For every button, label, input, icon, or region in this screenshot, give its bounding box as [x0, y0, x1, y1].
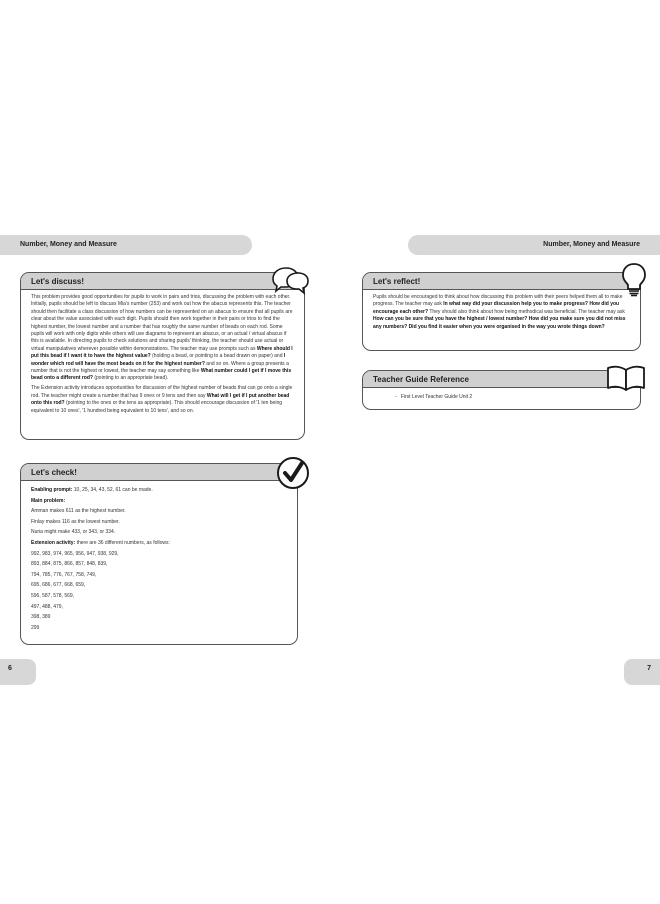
lightbulb-icon	[620, 262, 648, 298]
discuss-paragraph-1	[31, 294, 294, 383]
number-row: 695, 686, 677, 668, 659,	[31, 582, 86, 589]
number-row: 497, 488, 479,	[31, 603, 63, 610]
teacher-guide-reference-body	[363, 388, 640, 410]
discuss-text: This problem provides good opportunities for pupils to work in pairs and trios, discussing the problem with each other. Initially, pupils should be left to discuss Mia's number (253) and work out how the abacus represents this. The teacher should then facilitate a class discussion of how numbers can be represented on an abacus to ensure that all pupils are clear about the value associated with each digit. Pupils should then work together in their pairs or trios to find the highest number, the lowest number and a number that has roughly the same number of beads on each rod. Some pupils will work with only digits while others will use diagrams to represent an abacus, or an actual / virtual abacus if this is available. In directing pupils to check solutions and sharing pupils' thinking, the teacher should use actual or virtual manipulatives wherever possible within demonstrations. The teacher may use prompts such as	[31, 294, 293, 352]
reference-item-text: First Level Teacher Guide Unit 2	[400, 394, 473, 400]
number-row: 992, 983, 974, 965, 956, 947, 938, 929,	[31, 550, 119, 557]
discuss-prompt: Where should I put this bead if I want it to have the highest value?	[31, 345, 293, 360]
left-page-number-text: 6	[8, 665, 12, 672]
reflect-paragraph	[373, 294, 630, 331]
extension-label: Extension activity:	[31, 539, 76, 546]
lets-check-body	[21, 481, 297, 641]
reflect-text: Pupils should be encouraged to think about how discussing this problem with their peers helped them all to make progress. The teacher may ask	[373, 294, 623, 308]
left-header-title: Number, Money and Measure	[20, 241, 117, 248]
left-page-header	[0, 235, 252, 255]
checkmark-icon	[276, 456, 310, 490]
discuss-text: (pointing to an appropriate bead).	[92, 375, 169, 382]
answer-line: Nuria might make 433, or 343, or 334.	[31, 529, 116, 536]
main-problem-label	[31, 498, 287, 505]
left-page-number	[0, 659, 36, 685]
open-book-icon	[606, 364, 646, 392]
right-header-title: Number, Money and Measure	[543, 241, 640, 248]
lets-check-title: Let's check!	[21, 464, 297, 481]
discuss-text: (holding a bead, or pointing to a bead drawn on paper) and	[150, 353, 284, 360]
main-label-text: Main problem:	[31, 497, 66, 504]
lets-reflect-title: Let's reflect!	[363, 273, 640, 290]
discuss-paragraph-2	[31, 385, 294, 415]
lets-check-panel	[20, 463, 298, 645]
number-row: 398, 389	[31, 614, 51, 621]
reference-item	[373, 394, 630, 401]
number-row: 794, 785, 776, 767, 758, 749,	[31, 571, 97, 578]
answer-line: Finlay makes 116 as the lowest number.	[31, 518, 120, 525]
number-row: 893, 884, 875, 866, 857, 848, 839,	[31, 561, 108, 568]
discuss-text: (pointing to the ones or the tens as appropriate). This should encourage discussion of '1 ten being equivalent to 10 ones', '1 hundred being equivalent to 10 tens', and so on.	[31, 400, 282, 414]
lets-discuss-panel	[20, 272, 305, 440]
reflect-prompt: How can you be sure that you have the highest / lowest number? How did you make sure you did not miss any numbers? Did you find it easier when you were organised in the way you wrote things down?	[373, 316, 626, 330]
right-page-number	[624, 659, 660, 685]
enabling-text: 10, 25, 34, 43, 52, 61 can be made.	[72, 487, 153, 493]
discuss-text: and so on. Where a group presents a number that is not the highest or lowest, the teacher may say something like	[31, 360, 289, 375]
lets-discuss-body	[21, 290, 304, 424]
speech-bubbles-icon	[270, 266, 310, 296]
discuss-prompt: What will I get if I put another bead onto this rod?	[31, 392, 290, 407]
teacher-guide-reference-panel	[362, 370, 641, 410]
number-row: 596, 587, 578, 569,	[31, 592, 75, 599]
lets-reflect-body	[363, 290, 640, 340]
bullet-dash: -	[395, 394, 397, 400]
number-row: 299	[31, 624, 40, 631]
enabling-prompt	[31, 487, 287, 494]
reflect-prompt: In what way did your discussion help you to make progress? How did you encourage each other?	[373, 301, 620, 315]
reflect-text: They should also think about how being methodical was beneficial. The teacher may ask	[428, 308, 625, 315]
teacher-guide-reference-title: Teacher Guide Reference	[363, 371, 640, 388]
enabling-label: Enabling prompt:	[31, 487, 73, 493]
discuss-prompt: I wonder which rod will have the most beads on it for the highest number?	[31, 353, 286, 367]
right-page-header	[408, 235, 660, 255]
extension-activity	[31, 540, 287, 547]
answer-line: Amman makes 611 as the highest number.	[31, 508, 126, 515]
lets-reflect-panel	[362, 272, 641, 351]
lets-discuss-title: Let's discuss!	[21, 273, 304, 290]
right-page-number-text: 7	[647, 665, 651, 672]
discuss-prompt: What number could I get if I move this bead onto a different rod?	[31, 368, 292, 382]
extension-text: there are 36 different numbers, as follows:	[75, 539, 170, 546]
discuss-text: The Extension activity introduces opportunities for discussion of the highest number of beads that can go onto a single rod. The teacher might create a number that has 9 ones or 9 tens and then say	[31, 385, 293, 399]
